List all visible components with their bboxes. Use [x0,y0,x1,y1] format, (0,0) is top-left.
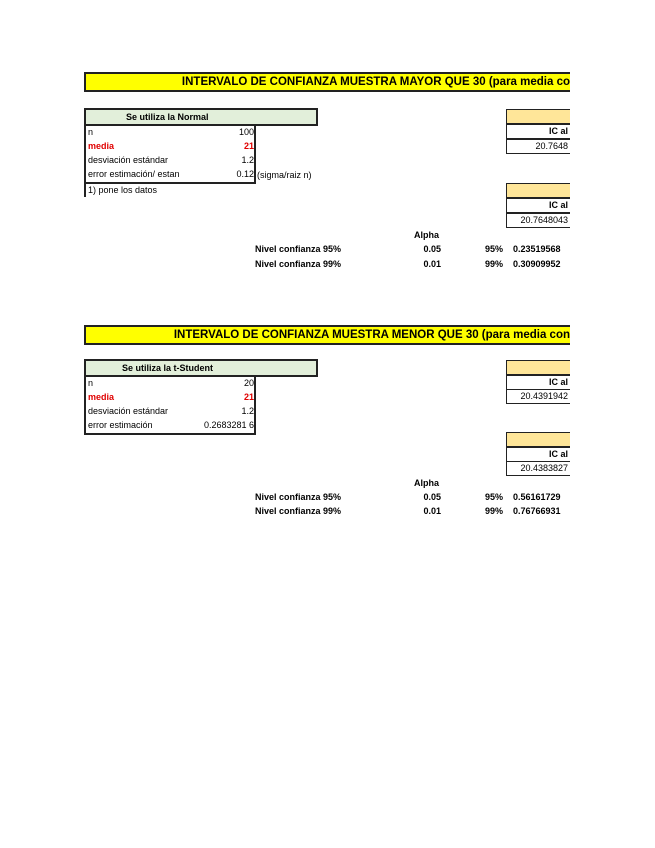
cell-label: n [88,378,94,388]
cell-value[interactable]: 100 [238,127,254,137]
level-value: 0.76766931 [513,506,561,516]
row-std-dev [88,153,254,167]
level-pct: 99% [484,259,503,269]
level-value: 0.30909952 [513,259,561,269]
cell-label: desviación estándar [88,155,169,165]
level-value: 0.56161729 [513,492,561,502]
row-media [88,139,254,153]
cell-label: error estimación/ estan [88,169,180,179]
cell-label: media [88,392,115,402]
ic-header-orange [506,109,570,124]
row-n [88,125,254,139]
row-n [88,376,254,390]
section-small-sample [0,325,655,565]
ic-value[interactable]: 20.7648043 [506,213,570,228]
cell-label: desviación estándar [88,406,169,416]
ic-value[interactable]: 20.4383827 [506,461,570,476]
section-title: INTERVALO DE CONFIANZA MUESTRA MAYOR QUE 30 (para media co [84,72,570,92]
section-title: INTERVALO DE CONFIANZA MUESTRA MENOR QUE 30 (para media con [84,325,570,345]
alpha-header: Alpha [414,478,440,488]
cell-label: n [88,127,94,137]
level-pct: 95% [484,244,503,254]
row-std-dev [88,404,254,418]
cell-value[interactable]: 1.2 [241,155,254,165]
cell-value[interactable]: 21 [243,141,254,151]
ic-label: IC al [506,447,570,462]
ic-label: IC al [506,198,570,213]
level-alpha: 0.05 [423,244,441,254]
method-header: Se utiliza la Normal [84,108,318,126]
row-error [88,418,254,432]
level-value: 0.23519568 [513,244,561,254]
ic-header-orange [506,360,570,375]
input-data-box [84,125,256,184]
row-media [88,390,254,404]
section-large-sample [0,72,655,312]
cell-value[interactable]: 21 [243,392,254,402]
input-data-box [84,376,256,435]
cell-value[interactable]: 0.12 [236,169,254,179]
level-alpha: 0.05 [423,492,441,502]
level-pct: 95% [484,492,503,502]
row-error [88,167,254,181]
cell-value[interactable]: 0.2683281 6 [203,420,254,430]
ic-header-orange [506,183,570,198]
level-alpha: 0.01 [423,259,441,269]
step-note: 1) pone los datos [84,183,157,197]
ic-label: IC al [506,124,570,139]
ic-value[interactable]: 20.4391942 [506,389,570,404]
level-pct: 99% [484,506,503,516]
cell-label: media [88,141,115,151]
ic-header-orange [506,432,570,447]
cell-value[interactable]: 1.2 [241,406,254,416]
method-header: Se utiliza la t-Student [84,359,318,377]
level-label: Nivel confianza 95% [255,492,342,502]
error-note: (sigma/raiz n) [257,170,312,180]
level-label: Nivel confianza 95% [255,244,342,254]
level-label: Nivel confianza 99% [255,259,342,269]
cell-value[interactable]: 20 [243,378,254,388]
alpha-header: Alpha [414,230,440,240]
ic-value[interactable]: 20.7648 [506,139,570,154]
ic-label: IC al [506,375,570,390]
cell-label: error estimación [88,420,153,430]
level-label: Nivel confianza 99% [255,506,342,516]
level-alpha: 0.01 [423,506,441,516]
